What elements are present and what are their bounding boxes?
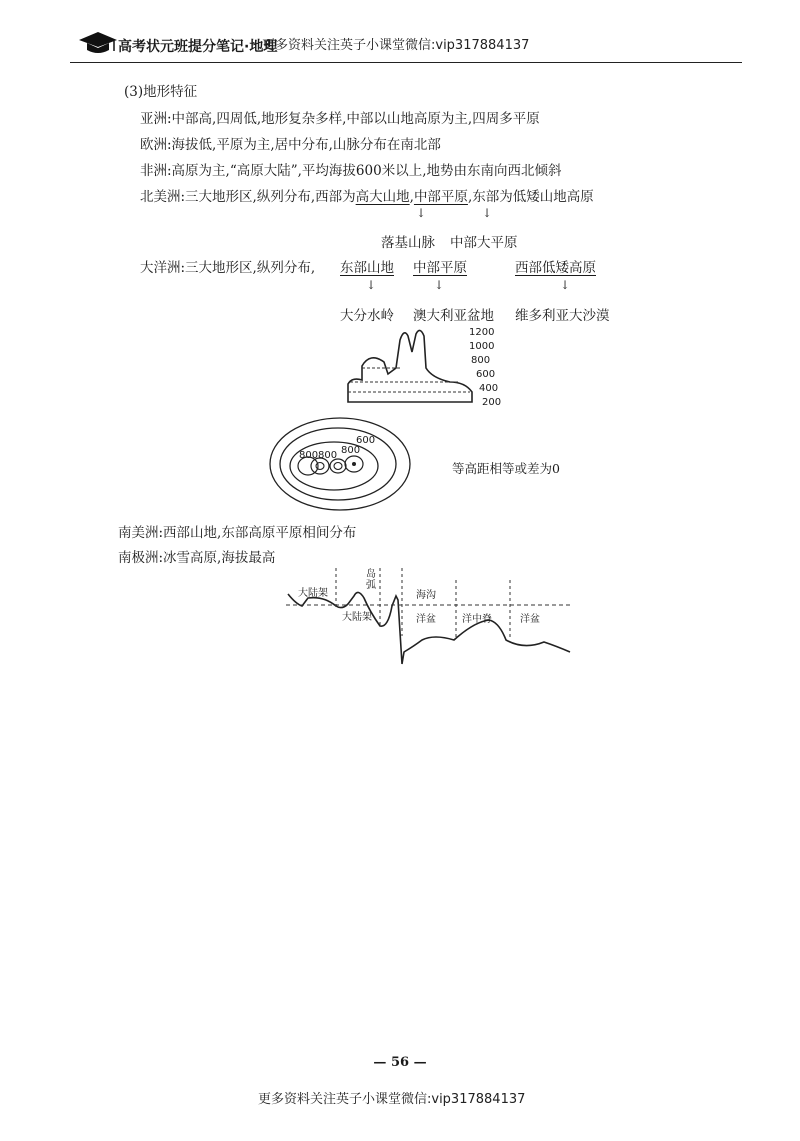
south-america-line: 南美洲:西部山地,东部高原平原相间分布 [118, 525, 357, 541]
oceania-line: 大洋洲:三大地形区,纵列分布, [140, 260, 316, 276]
elevation-label: 1200 [469, 327, 495, 338]
north-america-region-middle: 中部平原 [413, 189, 468, 205]
seafloor-label: 洋盆 [520, 614, 540, 625]
north-america-region-west: 高大山地 [355, 189, 410, 205]
contour-label: 800 [318, 450, 338, 461]
elevation-label: 200 [482, 397, 502, 408]
oceania-region-east: 东部山地 [340, 260, 394, 276]
oceania-region-west: 西部低矮高原 [515, 260, 596, 276]
contour-label: 800 [341, 445, 361, 456]
arrow-down-icon: ↓ [434, 278, 445, 292]
page-number: — 56 — [373, 1055, 427, 1070]
oceania-example-3: 维多利亚大沙漠 [515, 308, 610, 324]
asia-line: 亚洲:中部高,四周低,地形复杂多样,中部以山地高原为主,四周多平原 [140, 111, 540, 127]
elevation-label: 800 [471, 355, 491, 366]
arrow-down-icon: ↓ [482, 206, 493, 220]
header-title: 高考状元班提分笔记·地理 [118, 39, 278, 55]
graduation-cap-icon [78, 30, 118, 56]
seafloor-label: 洋盆 [416, 614, 436, 625]
header-watermark: 更多资料关注英子小课堂微信:vip317884137 [262, 38, 530, 53]
arrow-down-icon: ↓ [366, 278, 377, 292]
seafloor-label: 大陆架 [298, 588, 328, 599]
north-america-comma: , [409, 189, 414, 205]
north-america-suffix: ,东部为低矮山地高原 [467, 189, 594, 205]
seafloor-label: 洋中脊 [462, 614, 492, 625]
contour-label: 800 [299, 450, 319, 461]
antarctica-line: 南极洲:冰雪高原,海拔最高 [118, 550, 276, 566]
north-america-example-2: 中部大平原 [450, 235, 518, 251]
seafloor-label: 海沟 [416, 590, 436, 601]
africa-line: 非洲:高原为主,“高原大陆”,平均海拔600米以上,地势由东南向西北倾斜 [140, 163, 562, 179]
oceania-region-middle: 中部平原 [413, 260, 467, 276]
elevation-label: 1000 [469, 341, 495, 352]
north-america-example-1: 落基山脉 [381, 235, 435, 251]
north-america-line [140, 185, 594, 205]
elevation-label: 400 [479, 383, 499, 394]
section-heading: (3)地形特征 [124, 84, 198, 100]
contour-map-diagram [268, 414, 418, 514]
seafloor-label: 大陆架 [342, 612, 372, 623]
oceania-example-2: 澳大利亚盆地 [413, 308, 494, 324]
arrow-down-icon: ↓ [560, 278, 571, 292]
footer-watermark: 更多资料关注英子小课堂微信:vip317884137 [258, 1092, 526, 1107]
elevation-label: 600 [476, 369, 496, 380]
contour-label: 600 [356, 435, 376, 446]
seafloor-label: 岛弧 [366, 569, 376, 591]
europe-line: 欧洲:海拔低,平原为主,居中分布,山脉分布在南北部 [140, 137, 441, 153]
oceania-example-1: 大分水岭 [340, 308, 394, 324]
contour-note: 等高距相等或差为0 [452, 461, 560, 476]
header-rule [70, 62, 742, 63]
north-america-prefix: 北美洲:三大地形区,纵列分布,西部为 [140, 189, 356, 205]
arrow-down-icon: ↓ [416, 206, 427, 220]
